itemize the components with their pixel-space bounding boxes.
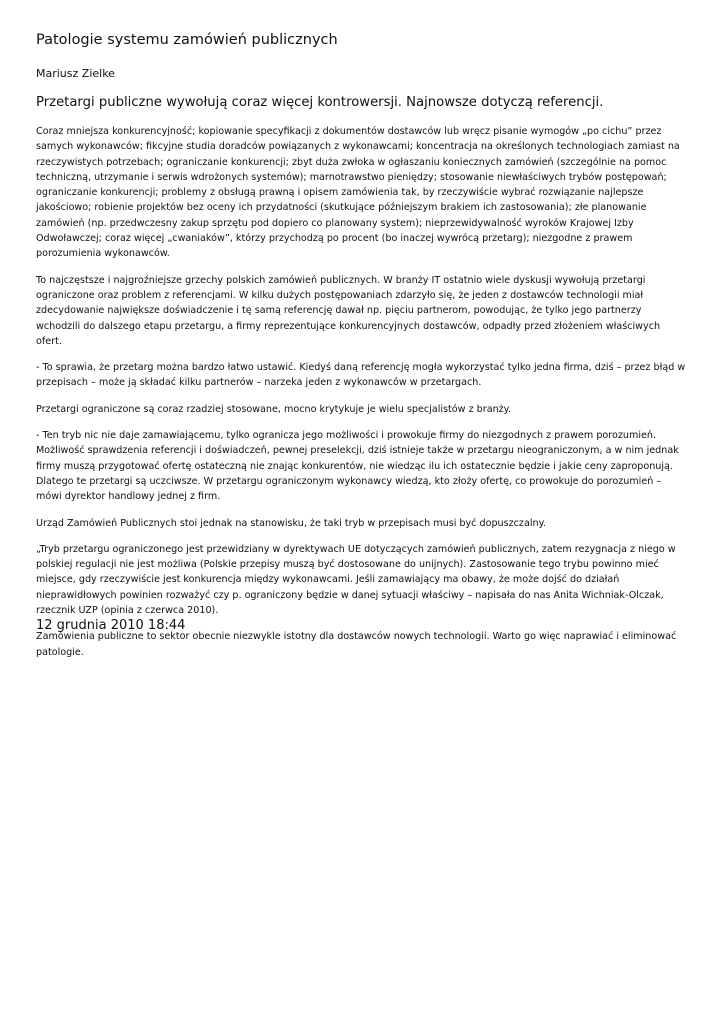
article-title: Patologie systemu zamówień publicznych: [36, 32, 338, 48]
article-lead: Przetargi publiczne wywołują coraz więcej kontrowersji. Najnowsze dotyczą referencji.: [36, 95, 604, 110]
article-paragraph: „Tryb przetargu ograniczonego jest przewidziany w dyrektywach UE dotyczących zamówień publicznych, zatem rezygnacja z niego w polskiej regulacji nie jest możliwa (Polskie przepisy muszą być dostosowane do unijnych). Zastosowanie tego trybu powinno mieć miejsce, gdy rzeczywiście jest konkurencja między wykonawcami. Jeśli zamawiający ma obawy, że może dojść do działań nieprawidłowych powinien rozważyć czy p. ograniczony będzie w danej sytuacji właściwy – napisała do nas Anita Wichniak-Olczak, rzecznik UZP (opinia z czerwca 2010).: [36, 543, 676, 617]
article-paragraph: Przetargi ograniczone są coraz rzadziej stosowane, mocno krytykuje je wielu specjalistów z branży.: [36, 403, 512, 415]
article-paragraph: - To sprawia, że przetarg można bardzo łatwo ustawić. Kiedyś daną referencję mogła wykorzystać tylko jedna firma, dziś – przez błąd w przepisach – może ją składać kilku partnerów – narzeka jeden z wykonawców w przetargach.: [36, 362, 686, 389]
publication-date: 12 grudnia 2010 18:44: [36, 618, 186, 633]
article-paragraph: - Ten tryb nic nie daje zamawiającemu, tylko ogranicza jego możliwości i prowokuje firmy do niezgodnych z prawem porozumień. Możliwość sprawdzenia referencji i doświadczeń, pewnej preselekcji, dziś istnieje także w przetargu nieograniczonym, a w nim jednak firmy muszą przygotować ofertę ostateczną nie znając konkurentów, nie wiedząc ilu ich ostatecznie będzie i jakie ceny zaproponują. Dlatego te przetargi są uczciwsze. W przetargu ograniczonym wykonawcy wiedzą, kto złoży ofertę, co prowokuje do porozumień – mówi dyrektor handlowy jednej z firm.: [36, 430, 679, 503]
article-paragraph: Zamówienia publiczne to sektor obecnie niezwykle istotny dla dostawców nowych technologii. Warto go więc naprawiać i eliminować patologie.: [36, 631, 677, 658]
article-author: Mariusz Zielke: [36, 67, 115, 80]
article-paragraph: Coraz mniejsza konkurencyjność; kopiowanie specyfikacji z dokumentów dostawców lub wręcz pisanie wymogów „po cichu” przez samych wykonawców; fikcyjne studia doradców powiązanych z wykonawcami; koncentracja na określonych technologiach zamiast na rzeczywistych potrzebach; ograniczanie konkurencji; zbyt duża zwłoka w ogłaszaniu koniecznych zamówień (szczególnie na pomoc techniczną, utrzymanie i serwis wdrożonych systemów); marnotrawstwo pieniędzy; stosowanie niewłaściwych trybów postępowań; ograniczanie konkurencji; problemy z obsługą prawną i opisem zamówienia tak, by rzeczywiście wybrać rozwiązanie najlepsze jakościowo; robienie projektów bez oceny ich przydatności (skutkujące późniejszym brakiem ich zastosowania); złe planowanie zamówień (np. przedwczesny zakup sprzętu pod dopiero co planowany system); nieprzewidywalność wyroków Krajowej Izby Odwoławczej; coraz więcej „cwaniaków”, którzy przychodzą po procent (bo inaczej wywrócą przetarg); niezgodne z prawem porozumienia wykonawców.: [36, 126, 680, 260]
article-paragraph: Urząd Zamówień Publicznych stoi jednak na stanowisku, że taki tryb w przepisach musi być dopuszczalny.: [36, 517, 546, 529]
article-paragraph: To najczęstsze i najgroźniejsze grzechy polskich zamówień publicznych. W branży IT ostatnio wiele dyskusji wywołują przetargi ograniczone oraz problem z referencjami. W kilku dużych postępowaniach zdarzyło się, że jeden z dostawców technologii miał zdecydowanie największe doświadczenie i tę samą referencję dawał np. pięciu partnerom, powodując, że tylko jego partnerzy wchodzili do dalszego etapu przetargu, a firmy reprezentujące konkurencyjnych dostawców, odpadły przed złożeniem właściwych ofert.: [36, 274, 661, 347]
article-body: [36, 124, 688, 671]
